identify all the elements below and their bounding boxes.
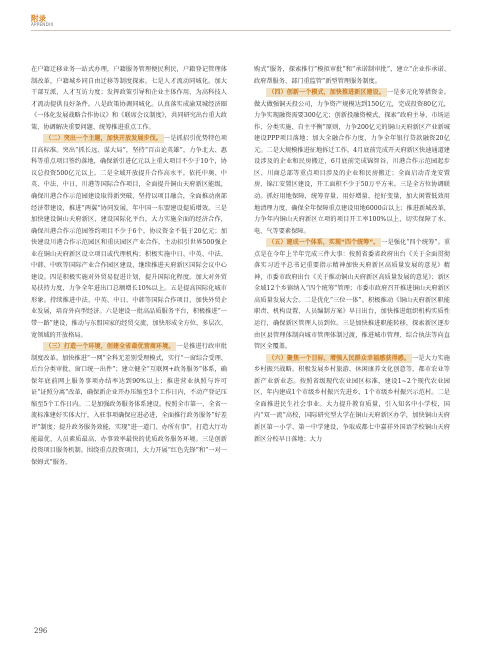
- paragraph-text: 购式”服务，探索推行“模拟审批”和“承诺制审批”，建立“企业作承诺、政府帮服务、部门重监管”新型管理服务制度。: [254, 66, 450, 85]
- right-column: [254, 64, 450, 630]
- section-paragraph: [31, 341, 227, 468]
- running-header: [31, 10, 451, 32]
- header-subtitle: APPENDIX: [31, 22, 54, 27]
- header-title: 附录: [31, 14, 46, 23]
- paragraph-text: 一是强化“四个统筹”。重点是在今年上半年完成三件大事：按照省委省政府出台《关于全面贯彻落实习近平总书记重要指示精神加快天府新区高质量发展的意见》精神，市委市政府出台《关于推动铜山天府新区高质量发展的意见》；新区全域12个乡镇纳入“四个统筹”管理；市委市政府召开推进铜山天府新区高质量发展大会。二是优化“三位一体”。积极推动《铜山天府新区职能职责、机构设置、人员编制方案》早日出台，加快推进组织机构实质性运行，确保新区管理人员到位。三是加快推进职能转移，探索新区逐步由区县管理体制向城市管理体制过渡，推进城市管理、综合执法等向直管区全覆盖。: [254, 239, 450, 351]
- section-paragraph: [31, 133, 227, 341]
- section-paragraph: [254, 353, 450, 445]
- section-paragraph: [254, 237, 450, 352]
- left-column: [31, 64, 227, 630]
- paragraph-text: 一是推进行政审批制度改革。加快推进“一网”全科无差别受理模式，实行“一窗综合受理、后台分类审批、窗口统一出件”；建立健全“互联网+政务服务”体系，确保年底前网上服务事项办结率达到90%以上；推进营业执照与许可证“证照分离”改革，确保新企业开办压缩至3个工作日内，不动产登记压缩至5个工作日内。二是加强政务服务体系建设。按照全市第一、全省一流标准建好实体大厅，入驻事项确保应进必进，全面推行政务服务“好差评”制度；提升政务服务效能，实现“进一道门、办所有事”，打造大厅功能最优、人员素质最高、办事效率最快的优质政务服务环境。三是创新投资项目服务机制。围绕重点投资项目，大力开展“红色先锋”和“一对一保姆式”服务。: [31, 343, 227, 466]
- body-paragraph: [254, 64, 450, 87]
- section-paragraph: [254, 87, 450, 237]
- section-heading: （四）创新一个模式，加快推进新区建设。: [268, 89, 385, 97]
- section-heading: （六）聚焦一个目标，增强人民群众幸福感获得感。: [268, 354, 411, 362]
- header-rule: [31, 30, 451, 31]
- section-heading: （二）突出一个主题，加快开放发展步伐。: [45, 135, 162, 143]
- section-heading: （五）建成一个体系，实现“四个统筹”。: [268, 239, 380, 247]
- paragraph-text: 一是大力实施乡村振兴战略。积极发展乡村旅游、休闲康养文化创意等，都市农业等新产业新业态。按照省级现代农业园区标准，建设1~2个现代农业园区，年内建成1个市级乡村振兴先进乡、1个市级乡村振兴示范村。二是全面推进民生社会事业。大力提升教育质量，引入知名中小学校，国内“双一流”高校，国际研究型大学在铜山天府新区办学，加快铜山天府新区第一小学、第一中学建设，争取成都七中嘉祥外国语学校铜山天府新区分校早日落地；大力: [254, 354, 450, 443]
- section-heading: （三）打造一个环境，创建全省最优营商环境。: [45, 343, 175, 351]
- paragraph-text: 一是多元化筹措资金。做大做强铜天投公司，力争资产规模达到150亿元，完成投资80亿元，力争实现融资需要300亿元；创新投融资模式，探索“政府主导、市场运作、分类实施、自主平衡”原则，力争200亿元的铜山天府新区产业新城建设PPP项目落地；加大全融合作力度，力争全年银行贷款融资20亿元。二是大规模推进征地拆迁工作。4月底前完成开天府新区快速通道建设涉及的企业和民房搬迁，6月底前完成锦智谷、川港合作示范园起步区、川商总部等重点项目涉及的企业和民房搬迁；全面启动青龙安置房、锦江安置区建设，开工面积不少于50万平方米。三是全方位协调联动。抓好用地保障，统筹存量、用好增量、挖好变量，加大闲置低效用地清理力度，确保全年保障重点建设用地6000亩以上；推进新城改革，力争年内铜山天府新区立项的项目开工率100%以上，切实保障了水、电、气等要素保障。: [254, 89, 450, 235]
- paragraph-text: 在户籍迁移业务一站式办理，户籍服务管理便民利民，户籍登记管理体制改革，户籍城乡同自由迁移等制度探索。七是人才流动同城化。加大干部互派、人才互访力度；发挥政策引导和企业主体作用，为高科技人才流动提供良好条件。八是政策协调同城化。认真落实成渝双城经济圈《一体化发展战略合作协议》和《联席会议制度》，共同研究出台重大政策、协调解决重要问题、统筹推进重点工作。: [31, 66, 227, 131]
- paragraph-text: 一是抓招引优势特色项目高标准。突出“抓长远、谋大局”，坚持“百亩论英雄”，力争北大、惠科等重点项目签约落地，确保新引进亿元以上重大项目不少于10个，协议总投资500亿元以上。二是全域开放提升合作高水平。依托中奥、中英、中法、中日、川港等国际合作项目，全面提升铜山天府新区能级，确保川港合作示范园建设取得新突破，坚持以项目融合，全面推动南部经济带建设，推进“两翼”协同发展，年中国一东盟建设提质增效。三是加快建设铜山天府新区，建设国际化平台，大力实施全面的经济合作，确保川港合作示范园签约项目不少于6个，协议资金不低于20亿元；加快建设川港合作示范园区和重庆园区产业合作，主动招引世界500强企业在铜山天府新区设立项目或代理机构；积极实施中日、中英、中法、中韩、中欧等国际产业合作园区建设，继续推进天府新区国际会议中心建设。四是积极实施对外贸易促进计划，提升国际化程度。加大对外贸易扶持力度，力争全年进出口总额增长10%以上。五是提高国际化城市形象。持续推进中法、中英、中日、中韩等国际合作项目，加快外贸企业发展，培育外向型经济。六是建设一批高品质服务平台，积极推进“一带一路”建设，推动与东盟国家的经贸交流，加快形成全方位、多层次、宽领域的开放格局。: [31, 135, 227, 339]
- page-number: 296: [34, 627, 48, 635]
- body-paragraph: [31, 64, 227, 133]
